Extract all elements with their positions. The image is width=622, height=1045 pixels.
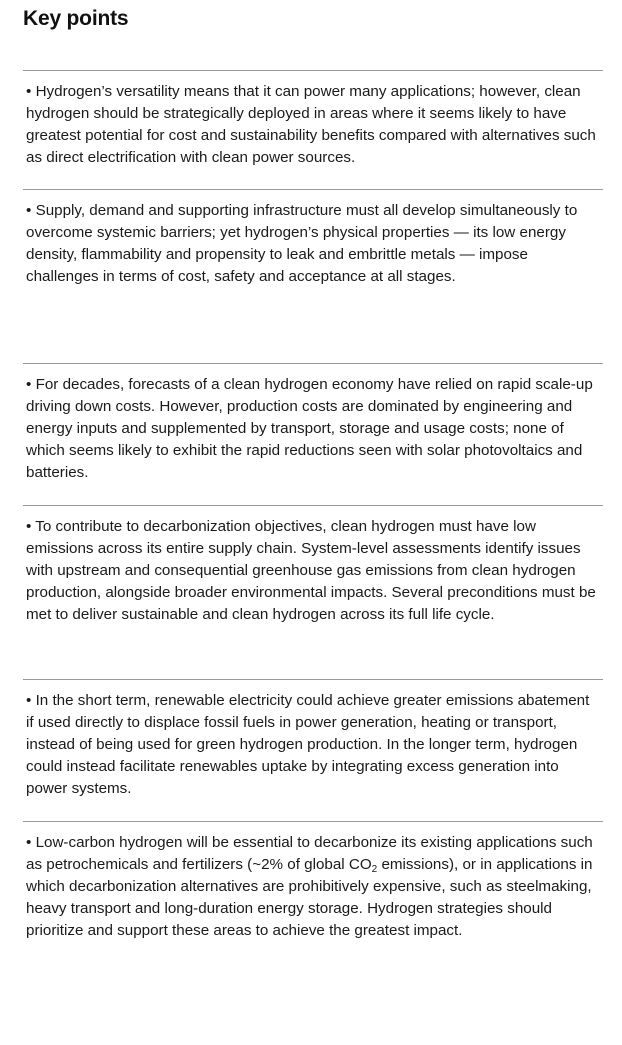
key-point-text: • To contribute to decarbonization objectives, clean hydrogen must have low emissions across its entire supply chain. System-level assessments identify issues with upstream and consequential greenhouse gas emissions from clean hydrogen production, alongside broader environmental impacts. Several preconditions must be met to deliver sustainable and clean hydrogen across its full life cycle. (26, 518, 596, 623)
key-point-6 (23, 821, 603, 995)
bullet-icon: • (26, 692, 32, 709)
key-point-text: • For decades, forecasts of a clean hydrogen economy have relied on rapid scale-up driving down costs. However, production costs are dominated by engineering and energy inputs and supplemented by transport, storage and usage costs; none of which seems likely to exhibit the rapid reductions seen with solar photovoltaics and batteries. (26, 376, 593, 481)
key-points-list (23, 70, 603, 995)
key-point-text: • Hydrogen’s versatility means that it can power many applications; however, clean hydrogen should be strategically deployed in areas where it seems likely to have greatest potential for cost and sustainability benefits compared with alternatives such as direct electrification with clean power sources. (26, 83, 596, 166)
key-point-4 (23, 505, 603, 679)
bullet-icon: • (26, 202, 32, 219)
key-point-text: • In the short term, renewable electricity could achieve greater emissions abatement if used directly to displace fossil fuels in power generation, heating or transport, instead of being used for green hydrogen production. In the longer term, hydrogen could instead facilitate renewables uptake by integrating excess generation into power systems. (26, 692, 590, 797)
key-point-3 (23, 363, 603, 505)
key-point-text: • Supply, demand and supporting infrastructure must all develop simultaneously to overcome systemic barriers; yet hydrogen’s physical properties — its low energy density, flammability and propensity to leak and embrittle metals — impose challenges in terms of cost, safety and acceptance at all stages. (26, 202, 578, 285)
key-point-text: • Low-carbon hydrogen will be essential to decarbonize its existing applications such as petrochemicals and fertilizers (~2% of global $CO_2$ emissions), or in applications in which decarbonization alternatives are prohibitively expensive, such as steelmaking, heavy transport and long-duration energy storage. Hydrogen strategies should prioritize and support these areas to achieve the greatest impact. (26, 834, 593, 939)
key-point-1 (23, 70, 603, 189)
bullet-icon: • (26, 376, 32, 393)
bullet-icon: • (26, 518, 32, 535)
bullet-icon: • (26, 834, 32, 851)
bullet-icon: • (26, 83, 32, 100)
key-point-2 (23, 189, 603, 363)
page-title: Key points (23, 7, 129, 30)
co2-subscript: 2 (371, 864, 378, 875)
key-point-5 (23, 679, 603, 821)
